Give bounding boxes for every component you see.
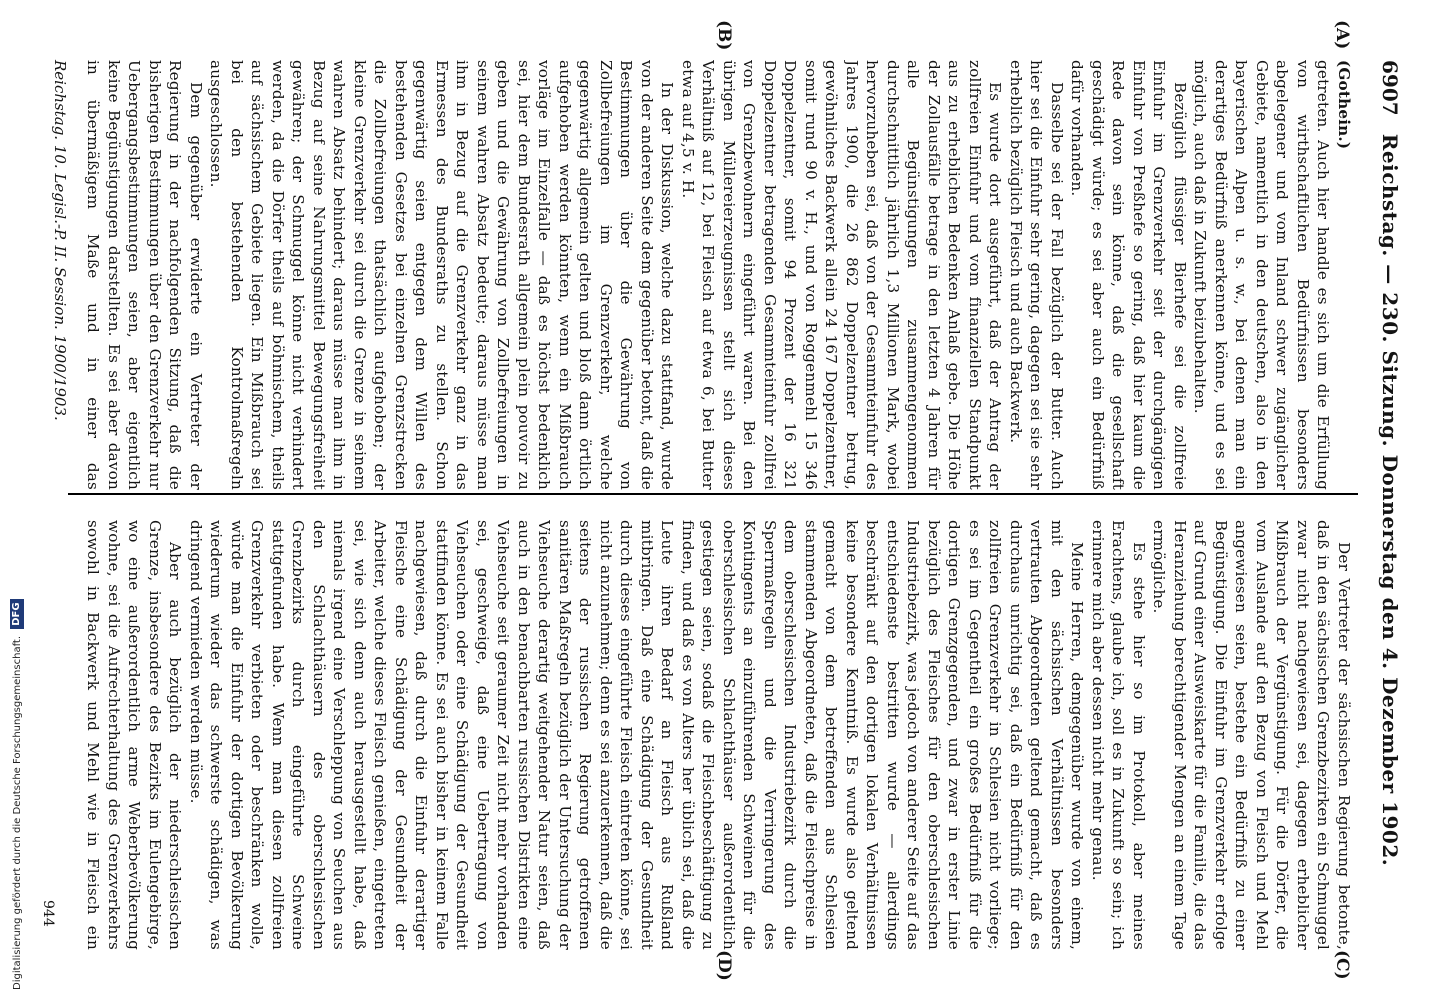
margin-marker-d: (D) [714, 950, 734, 981]
paragraph: Dem gegenüber erwiderte ein Vertreter der Regierung in der nachfolgenden Sitzung, daß die bisherigen Bestimmungen über den Grenzverkehr nur Uebergangsbestimmungen seien, aber eigentlich keine Begünstigungen darstellten. Es sei aber davon in übermäßigem Maße und in einer das [84, 60, 205, 490]
paragraph: Es stehe hier so im Protokoll, aber meines Erachtens, glaube ich, soll es in Zukunft so sein; ich erinnere mich aber dessen nicht mehr genau. [1089, 520, 1148, 950]
paragraph: Der Vertreter der sächsischen Regierung betonte, daß in den sächsischen Grenzbezirken ein Schmuggel zwar nicht nachgewiesen sei, dagegen erheblicher Mißbrauch der Vergünstigung. Für die Dörfer, die vom Auslande auf den Bezug von Fleisch und Mehl angewiesen seien, bestehe ein Bedürfniß zu einer Begünstigung. Die Einfuhr im Grenzverkehr erfolge auf Grund einer Ausweiskarte für die Familie, die das Heranziehung berechtigender Mengen an einem Tage ermögliche. [1150, 520, 1353, 950]
paragraph: In der Diskussion, welche dazu stattfand, wurde von der anderen Seite dem gegenüber betont, daß die Bestimmungen über die Gewährung von Zollbefreiungen im Grenzverkehr, welche gegenwärtig allgemein gelten und bloß dann örtlich aufgehoben werden könnten, wenn ein Mißbrauch vorläge im Einzelfalle — daß es höchst bedenklich sei, hier dem Bundesrath allgemein plein pouvoir zu geben und die Gewährung von Zollbefreiungen in seinem wahren Absatz bedeute; daraus müsse man ihm in Bezug auf die Grenzverkehr ganz in das Ermessen des Bundesraths zu stellen. Schon gegenwärtig seien entgegen dem Willen des bestehenden Gesetzes bei einzelnen Grenzstrecken die Zollbefreiungen thatsächlich aufgehoben; der kleine Grenzverkehr sei durch die Grenze in seinem wahren Absatz behindert; daraus müsse man ihm in Bezug auf seine Nahrungsmittel Bewegungsfreiheit gewähren; der Schmuggel könne nicht verhindert werden, da die Dörfer theils auf böhmischem, theils auf sächsischem Gebiete liegen. Ein Mißbrauch sei bei den bestehenden Kontrolmaßregeln ausgeschlossen. [207, 60, 677, 490]
paragraph: Meine Herren, demgegenüber wurde von einem, mit den sächsischen Verhältnissen besonders vertrauten Abgeordneten geltend gemacht, daß es durchaus unrichtig sei, daß ein Bedürfniß für den zollfreien Grenzverkehr in Schlesien nicht vorliege; es sei im Gegentheil ein großes Bedürfniß für die dortigen Grenzgegenden, und zwar in erster Linie bezüglich des Fleisches für den oberschlesischen Industriebezirk, was jedoch von anderer Seite auf das entschiedenste bestritten wurde — allerdings beschränkt auf den dortigen lokalen Verhältnissen keine besondere Kenntniß. Es wurde also geltend gemacht von dem betreffenden aus Schlesien stammenden Abgeordneten, daß die Fleischpreise in dem oberschlesischen Industriebezirk durch die Sperrmaßregeln und die Verringerung des Kontingents an einzuführenden Schweinen für die oberschlesischen Schlachthäuser außerordentlich gestiegen seien, sodaß die Fleischbeschäftigung zu finden, und daß es von Alters her üblich sei, daß die Leute ihren Bedarf an Fleisch aus Rußland mitbringen. Daß eine Schädigung der Gesundheit durch dieses eingeführte Fleisch eintreten könne, sei nicht anzunehmen; denn es sei anzuerkennen, daß die seitens der russischen Regierung getroffenen sanitären Maßregeln bezüglich der Untersuchung der Viehseuche derartig weitgehender Natur seien, daß auch in den benachbarten russischen Distrikten eine Viehseuche seit geraumer Zeit nicht mehr vorhanden sei, geschweige, daß eine Uebertragung von Viehseuchen oder eine Schädigung der Gesundheit stattfinden könne. Es sei auch bisher in keinem Falle nachgewiesen, daß durch die Einfuhr derartiger Fleische eine Schädigung der Gesundheit der Arbeiter, welche dieses Fleisch genießen, eingetreten sei, wie sich denn auch herausgestellt habe, daß niemals irgend eine Verschleppung von Seuchen aus den Schlachthäusern des oberschlesischen Grenzbezirks durch eingeführte Schweine stattgefunden habe. Wenn man diesen zollfreien Grenzverkehr verbieten oder beschränken wolle, würde man die Einfuhr der dortigen Bevölkerung wiederum wieder das schwerste schädigen, was dringend vermieden werden müsse. [187, 520, 1087, 950]
dfg-logo: DFG [10, 599, 24, 628]
right-column [84, 520, 1354, 950]
paragraph: Dasselbe sei der Fall bezüglich der Butter. Auch hier sei die Einfuhr sehr gering, dagegen sei sie sehr erheblich bezüglich Fleisch und auch Backwerk. [1007, 60, 1066, 490]
margin-marker-b: (B) [714, 20, 734, 51]
page-number: 6907 [1378, 60, 1402, 116]
speaker-name: (Gothein.) [1335, 60, 1353, 150]
paragraph: getreten. Auch hier handle es sich um die Erfüllung von wirthschaftlichen Bedürfnissen besonders abgelegener und vom Inland schwer zugänglicher Gebiete, namentlich in den deutschen, also in den bayerischen Alpen u. s. w., bei denen man ein derartiges Bedürfniß anerkennen könne, und es sei möglich, auch daß in Zukunft beizubehalten. [1191, 60, 1333, 490]
digitization-note: Digitalisierung gefördert durch die Deutsche Forschungsgemeinschaft. [12, 635, 23, 990]
left-column [84, 60, 1354, 490]
page-header [1370, 20, 1406, 980]
digitization-credit [8, 540, 28, 990]
margin-marker-a: (A) [1332, 20, 1352, 50]
paragraph: Es wurde dort ausgeführt, daß der Antrag der zollfreien Einfuhr und vom finanziellen Standpunkt aus zu erheblichen Bedenken Anlaß gebe. Die Höhe der Zollausfälle betrage in den letzten 4 Jahren für alle Begünstigungen zusammengenommen durchschnittlich jährlich 1,3 Millionen Mark, wobei hervorzuheben sei, daß von der Gesammteinfuhr des Jahres 1900, die 26 862 Doppelzentner betrug, gewöhnliches Backwerk allein 24 167 Doppelzentner, somit rund 90 v. H., und von Roggenmehl 15 346 Doppelzentner, somit 94 Prozent der 16 321 Doppelzentner betragenden Gesammteinfuhr zollfrei von Grenzbewohnern eingeführt waren. Bei den übrigen Müllereierzeugnissen stellt sich dieses Verhältniß auf 12, bei Fleisch auf etwa 6, bei Butter etwa auf 4,5 v. H. [679, 60, 1005, 490]
footer-page-number: 944 [40, 900, 56, 927]
paragraph: Aber auch bezüglich der niederschlesischen Grenze, insbesondere des Bezirks im Eulengebirge, wo eine außerordentlich arme Weberbevölkerung wohne, sei die Aufrechterhaltung des Grenzverkehrs sowohl in Backwerk und Mehl wie in Fleisch ein [84, 520, 185, 950]
page-title: Reichstag. — 230. Sitzung. Donnerstag den 4. Dezember 1902. [1378, 133, 1402, 867]
margin-marker-c: (C) [1332, 950, 1352, 980]
column-divider [68, 493, 1358, 495]
paragraph: Bezüglich flüssiger Bierhefe sei die zollfreie Einfuhr im Grenzverkehr seit der durchgängigen Einfuhr von Preßhefe so gering, daß hier kaum die Rede davon sein könne, daß die gesellschaft geschädigt würde; es sei aber auch ein Bedürfniß dafür vorhanden. [1068, 60, 1189, 490]
footer-source: Reichstag. 10. Legisl.-P. II. Session. 1900/1903. [51, 60, 69, 421]
